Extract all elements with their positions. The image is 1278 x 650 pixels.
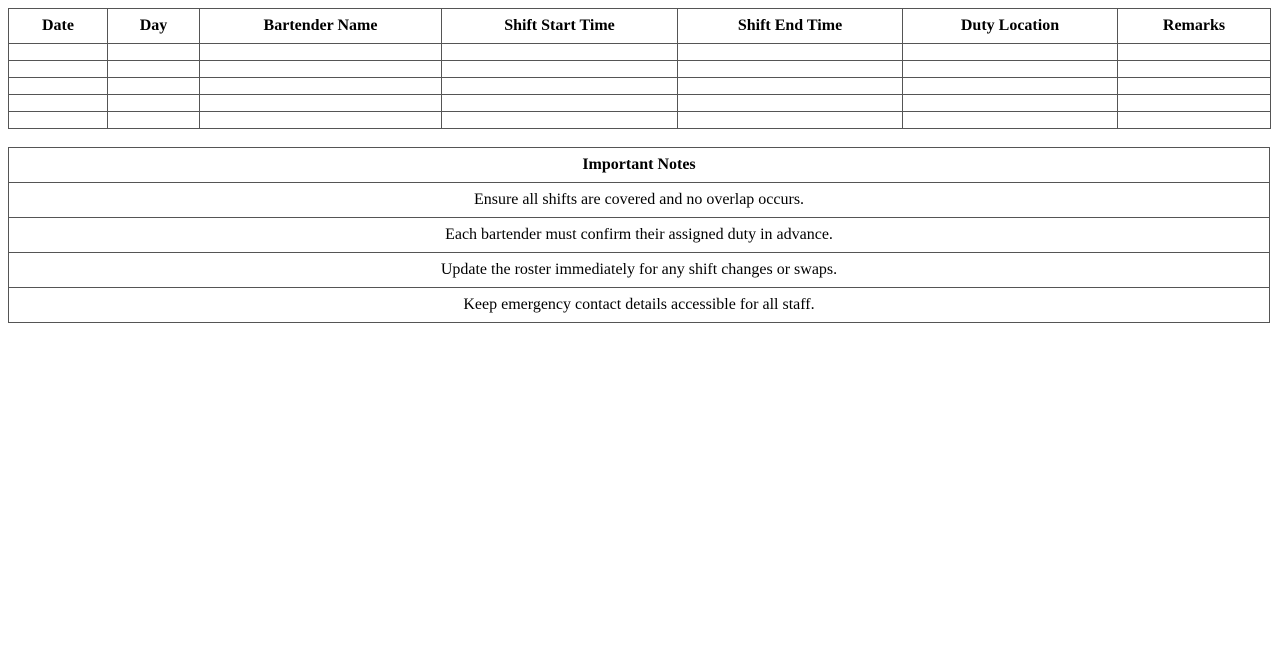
cell-day: [108, 95, 200, 112]
cell-shift-start-time: [442, 112, 678, 129]
cell-shift-start-time: [442, 95, 678, 112]
cell-bartender-name: [200, 112, 442, 129]
cell-bartender-name: [200, 44, 442, 61]
cell-date: [9, 112, 108, 129]
table-row: [9, 112, 1271, 129]
cell-date: [9, 95, 108, 112]
cell-date: [9, 44, 108, 61]
cell-day: [108, 78, 200, 95]
note-item: Update the roster immediately for any shift changes or swaps.: [9, 253, 1270, 288]
column-header-day: Day: [108, 9, 200, 44]
cell-shift-end-time: [678, 112, 903, 129]
cell-shift-end-time: [678, 78, 903, 95]
cell-shift-start-time: [442, 78, 678, 95]
cell-remarks: [1118, 78, 1271, 95]
cell-shift-end-time: [678, 95, 903, 112]
cell-duty-location: [903, 112, 1118, 129]
notes-header-row: [9, 148, 1270, 183]
note-row: [9, 218, 1270, 253]
column-header-shift-end-time: Shift End Time: [678, 9, 903, 44]
column-header-shift-start-time: Shift Start Time: [442, 9, 678, 44]
cell-remarks: [1118, 44, 1271, 61]
table-row: [9, 44, 1271, 61]
cell-remarks: [1118, 112, 1271, 129]
cell-bartender-name: [200, 78, 442, 95]
column-header-date: Date: [9, 9, 108, 44]
cell-shift-start-time: [442, 61, 678, 78]
cell-day: [108, 61, 200, 78]
table-row: [9, 78, 1271, 95]
roster-header-row: [9, 9, 1271, 44]
cell-duty-location: [903, 95, 1118, 112]
table-row: [9, 61, 1271, 78]
cell-bartender-name: [200, 95, 442, 112]
cell-shift-end-time: [678, 61, 903, 78]
cell-date: [9, 61, 108, 78]
cell-remarks: [1118, 61, 1271, 78]
cell-day: [108, 44, 200, 61]
cell-bartender-name: [200, 61, 442, 78]
column-header-duty-location: Duty Location: [903, 9, 1118, 44]
cell-shift-start-time: [442, 44, 678, 61]
note-item: Each bartender must confirm their assigned duty in advance.: [9, 218, 1270, 253]
notes-title: Important Notes: [9, 148, 1270, 183]
cell-duty-location: [903, 61, 1118, 78]
cell-duty-location: [903, 78, 1118, 95]
note-row: [9, 183, 1270, 218]
table-row: [9, 95, 1271, 112]
note-item: Ensure all shifts are covered and no overlap occurs.: [9, 183, 1270, 218]
note-row: [9, 288, 1270, 323]
cell-remarks: [1118, 95, 1271, 112]
important-notes-table: [8, 147, 1270, 323]
column-header-remarks: Remarks: [1118, 9, 1271, 44]
cell-date: [9, 78, 108, 95]
roster-table: [8, 8, 1271, 129]
column-header-bartender-name: Bartender Name: [200, 9, 442, 44]
cell-day: [108, 112, 200, 129]
cell-duty-location: [903, 44, 1118, 61]
cell-shift-end-time: [678, 44, 903, 61]
note-item: Keep emergency contact details accessible for all staff.: [9, 288, 1270, 323]
note-row: [9, 253, 1270, 288]
